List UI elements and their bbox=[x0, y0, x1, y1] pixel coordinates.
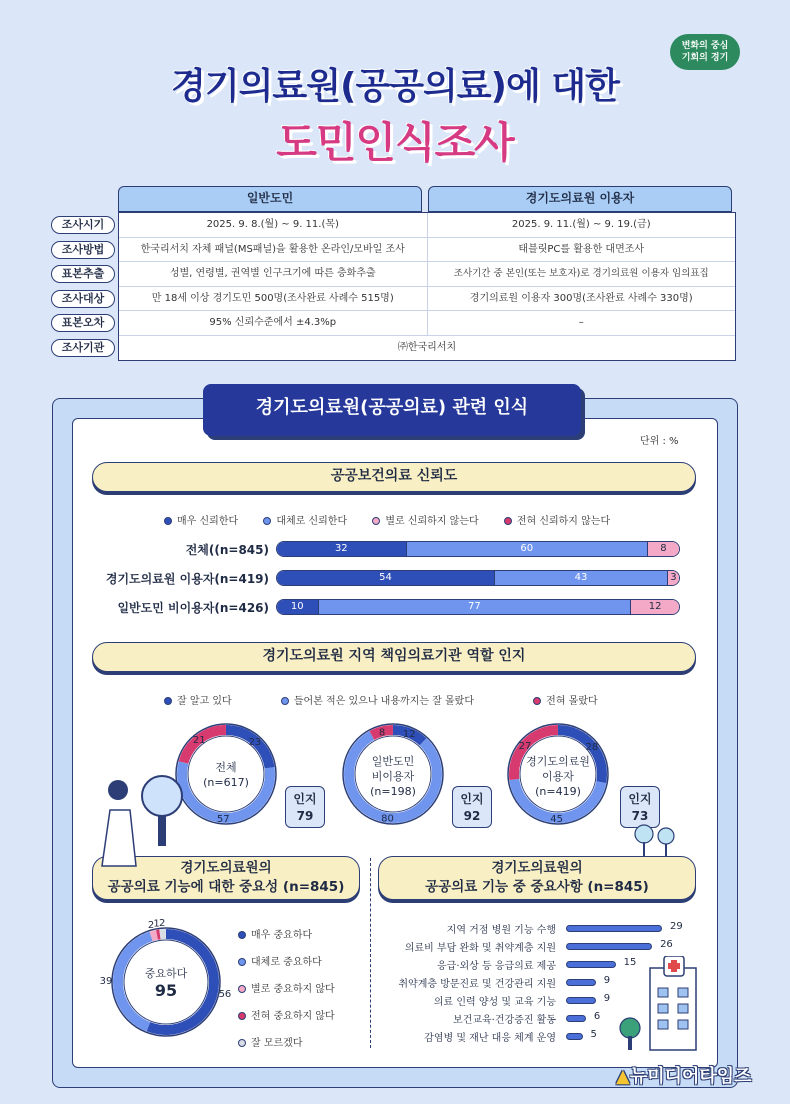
bar-segment: 3 bbox=[667, 571, 679, 585]
legend-dot bbox=[238, 985, 246, 993]
brand-logo-icon: ▲ bbox=[616, 1066, 630, 1087]
priority-value: 15 bbox=[623, 957, 637, 968]
donut-value-label: 1 bbox=[153, 918, 160, 930]
awareness-box bbox=[452, 786, 492, 828]
bar-segment: 32 bbox=[277, 542, 406, 556]
donut-value-label: 45 bbox=[550, 813, 563, 825]
table-cell: 95% 신뢰수준에서 ±4.3%p bbox=[209, 317, 337, 328]
section-title-priorities bbox=[378, 856, 696, 900]
badge-line1: 변화의 중심 bbox=[681, 41, 729, 51]
row-label: 조사기관 bbox=[51, 339, 115, 357]
legend-label: 매우 중요하다 bbox=[251, 930, 313, 941]
donut-value-label: 27 bbox=[518, 740, 532, 752]
awareness-value: 73 bbox=[631, 809, 649, 823]
legend-item bbox=[238, 949, 335, 976]
section-title-line bbox=[379, 878, 695, 897]
bar-segment: 8 bbox=[647, 542, 679, 556]
priority-bar bbox=[566, 997, 596, 1004]
awareness-label: 인지 bbox=[293, 792, 317, 806]
section-divider bbox=[370, 858, 371, 1048]
priority-value: 26 bbox=[660, 939, 673, 950]
section-title-text: 공공의료 기능에 대한 중요성 bbox=[107, 879, 279, 895]
awareness-label: 인지 bbox=[460, 792, 484, 806]
priority-label: 취약계층 방문진료 및 건강관리 지원 bbox=[398, 979, 556, 990]
bar-label: 전체((n=845) bbox=[185, 543, 269, 557]
donut-value-label: 2 bbox=[159, 918, 166, 930]
legend-label: 전혀 중요하지 않다 bbox=[251, 1011, 335, 1022]
bar-segment: 77 bbox=[318, 600, 631, 614]
legend-item bbox=[238, 1003, 335, 1030]
legend-label: 들어본 적은 있으나 내용까지는 잘 몰랐다 bbox=[293, 696, 474, 707]
donut-title: 이용자 bbox=[542, 770, 574, 783]
table-cell: 2025. 9. 11.(월) ~ 9. 19.(금) bbox=[427, 213, 736, 237]
bar-segment: 54 bbox=[277, 571, 494, 585]
legend-dot bbox=[238, 1039, 246, 1047]
priority-bar bbox=[566, 1015, 586, 1022]
priority-label: 지역 거점 병원 기능 수행 bbox=[446, 925, 556, 936]
brand-watermark bbox=[616, 1062, 752, 1088]
section-title-line: 경기도의료원의 bbox=[491, 860, 583, 876]
priority-bar bbox=[566, 961, 616, 968]
donut-n: (n=617) bbox=[203, 776, 249, 789]
table-cell: 만 18세 이상 경기도민 500명(조사완료 사례수 515명) bbox=[151, 292, 394, 304]
priority-value: 6 bbox=[593, 1011, 601, 1022]
donut-value-label: 23 bbox=[248, 736, 262, 748]
legend-dot bbox=[238, 931, 246, 939]
priority-value: 9 bbox=[603, 993, 611, 1004]
bar-label: 경기도의료원 이용자(n=419) bbox=[105, 572, 269, 586]
row-label: 표본추출 bbox=[51, 265, 115, 283]
badge-line2: 기회의 경기 bbox=[681, 53, 729, 63]
column-header-general: 일반도민 bbox=[118, 186, 422, 212]
legend-label: 매우 신뢰한다 bbox=[177, 516, 239, 527]
donut-value-label: 21 bbox=[192, 735, 206, 747]
donut-n: (n=198) bbox=[370, 785, 416, 798]
priority-label: 의료비 부담 완화 및 취약계층 지원 bbox=[404, 943, 556, 954]
table-cell: – bbox=[427, 311, 736, 335]
row-label: 조사대상 bbox=[51, 290, 115, 308]
tree-illustration bbox=[632, 822, 680, 858]
priority-label: 보건교육·건강증진 활동 bbox=[453, 1015, 556, 1026]
table-cell: 성별, 연령별, 권역별 인구크기에 따른 층화추출 bbox=[169, 268, 376, 279]
bar-segment: 60 bbox=[406, 542, 647, 556]
legend-label: 잘 알고 있다 bbox=[177, 696, 232, 707]
section-title-role: 경기도의료원 지역 책임의료기관 역할 인지 bbox=[92, 642, 696, 672]
priority-value: 9 bbox=[603, 975, 611, 986]
section-title-n: (n=845) bbox=[587, 879, 649, 895]
legend-item bbox=[238, 922, 335, 949]
bar-segment: 43 bbox=[494, 571, 667, 585]
section-title-text: 공공의료 기능 중 중요사항 bbox=[425, 879, 583, 895]
legend-dot bbox=[238, 1012, 246, 1020]
column-header-user: 경기도의료원 이용자 bbox=[428, 186, 732, 212]
donut-value-label: 57 bbox=[216, 813, 230, 825]
table-cell: 경기의료원 이용자 300명(조사완료 사례수 330명) bbox=[427, 287, 736, 311]
awareness-value: 79 bbox=[296, 809, 314, 823]
awareness-box bbox=[285, 786, 325, 828]
donut-value-label: 2 bbox=[147, 919, 155, 931]
priority-bar bbox=[566, 925, 662, 932]
section-title-n: (n=845) bbox=[282, 879, 345, 895]
row-label: 조사방법 bbox=[51, 241, 115, 259]
donut-title: 비이용자 bbox=[371, 770, 415, 783]
donut-slice bbox=[151, 935, 157, 936]
section-title-trust: 공공보건의료 신뢰도 bbox=[92, 462, 696, 492]
donut-n: (n=419) bbox=[535, 785, 581, 798]
page-title: 경기의료원(공공의료)에 대한 bbox=[171, 66, 619, 107]
panel-title-tab: 경기도의료원(공공의료) 관련 인식 bbox=[203, 384, 581, 436]
legend-item bbox=[238, 1030, 335, 1057]
hospital-illustration bbox=[610, 956, 710, 1052]
awareness-label: 인지 bbox=[628, 792, 652, 806]
table-cell: 한국리서치 자체 패널(MS패널)을 활용한 온라인/모바일 조사 bbox=[140, 243, 405, 255]
donut-value-label: 12 bbox=[402, 729, 416, 741]
donut-value-label: 8 bbox=[378, 727, 386, 739]
donut-value-label: 28 bbox=[585, 741, 599, 753]
importance-legend bbox=[238, 922, 335, 1057]
legend-label: 대체로 중요하다 bbox=[251, 957, 322, 968]
row-label: 표본오차 bbox=[51, 314, 115, 332]
donut-value-label: 80 bbox=[381, 813, 394, 825]
legend-label: 전혀 신뢰하지 않는다 bbox=[516, 516, 611, 527]
donut-center-label bbox=[522, 754, 594, 799]
section-title-line: 경기도의료원의 bbox=[180, 860, 272, 876]
table-cell: 태블릿PC를 활용한 대면조사 bbox=[427, 238, 736, 262]
donut-title: 일반도민 bbox=[371, 755, 415, 768]
table-cell: 2025. 9. 8.(월) ~ 9. 11.(목) bbox=[206, 219, 339, 230]
row-label: 조사시기 bbox=[51, 216, 115, 234]
legend-label: 잘 모르겠다 bbox=[251, 1038, 303, 1049]
donut-title: 경기도의료원 bbox=[526, 755, 590, 768]
unit-label: 단위 : % bbox=[640, 436, 679, 447]
priority-label: 응급·외상 등 응급의료 제공 bbox=[437, 961, 556, 972]
priority-label: 감염병 및 재난 대응 체계 운영 bbox=[424, 1033, 556, 1044]
bar-segment: 10 bbox=[277, 600, 318, 614]
page-subtitle: 도민인식조사 bbox=[276, 118, 514, 167]
legend-label: 전혀 몰랐다 bbox=[546, 696, 598, 707]
legend-dot bbox=[238, 958, 246, 966]
priority-bar bbox=[566, 1033, 583, 1040]
donut-value: 95 bbox=[154, 981, 178, 1000]
legend-label: 대체로 신뢰한다 bbox=[276, 516, 348, 527]
priority-label: 의료 인력 양성 및 교육 기능 bbox=[433, 997, 556, 1008]
donut-value-label: 39 bbox=[99, 976, 113, 988]
legend-item bbox=[238, 976, 335, 1003]
donut-center-label bbox=[362, 754, 424, 799]
bar-label: 일반도민 비이용자(n=426) bbox=[117, 601, 269, 615]
table-cell: 조사기간 중 본인(또는 보호자)로 경기의료원 이용자 임의표집 bbox=[427, 262, 736, 286]
brand-name: 뉴미디어타임즈 bbox=[629, 1066, 752, 1087]
donut-title: 중요하다 bbox=[144, 967, 188, 980]
priority-bar bbox=[566, 943, 652, 950]
donut-center-label bbox=[136, 966, 196, 1001]
priority-bar bbox=[566, 979, 596, 986]
magnifier-illustration bbox=[92, 770, 192, 870]
priority-value: 5 bbox=[590, 1029, 597, 1040]
table-cell: ㈜한국리서치 bbox=[397, 341, 457, 353]
legend-label: 별로 신뢰하지 않는다 bbox=[385, 516, 479, 527]
bar-segment: 12 bbox=[630, 600, 679, 614]
awareness-value: 92 bbox=[463, 809, 481, 823]
donut-title: 전체 bbox=[215, 761, 237, 774]
donut-value-label: 56 bbox=[218, 989, 232, 1001]
donut-center-label bbox=[196, 760, 256, 790]
legend-label: 별로 중요하지 않다 bbox=[251, 984, 335, 995]
section-title-line bbox=[93, 878, 359, 897]
priority-value: 29 bbox=[670, 921, 683, 932]
